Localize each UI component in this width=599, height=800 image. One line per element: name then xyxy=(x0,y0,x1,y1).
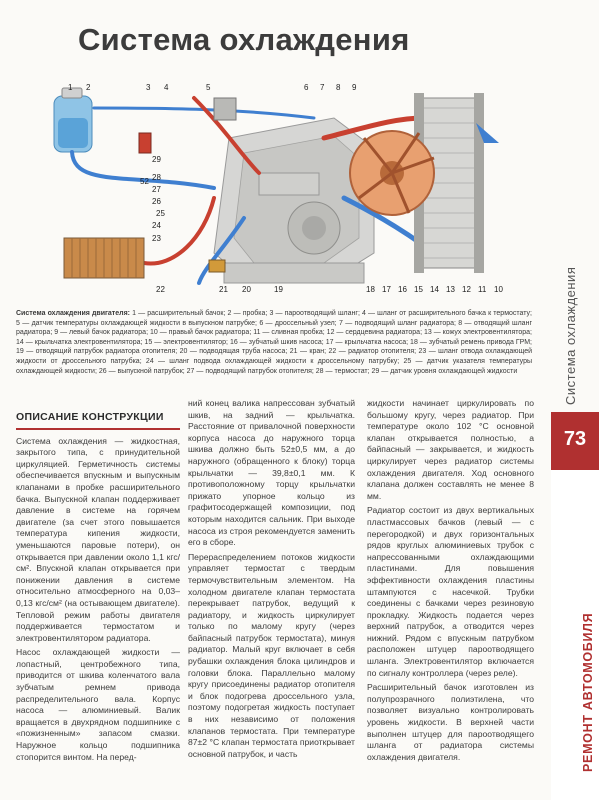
callout-23: 23 xyxy=(152,234,161,243)
callout-25: 25 xyxy=(156,209,165,218)
paragraph: Радиатор состоит из двух вертикальных пластмассовых бачков (левый — с перегородкой) и двух горизонтальных рядов круглых алюминиевых трубок с напрессованными охлаждающими пластинами. Для повышения эффективности охлаждения пластины штампуются с насечкой. Трубки соединены с бачками через резиновую прокладку. Жидкость подается через верхний патрубок, а отводится через нижний. Рядом с впускным патрубком расположен штуцер пароотводящего шланга. Электровентилятор включается по сигналу контроллера (через реле). xyxy=(367,505,534,678)
paragraph: ний конец валика напрессован зубчатый шкив, на задний — крыльчатка. Расстояние от привалочной поверхности корпуса насоса до наружного торца шкива должно быть 52±0,5 мм, а до наружного (обращенного к блоку) торца крыльчатки — 39,8±0,1 мм. К противоположному торцу крыльчатки прижато упорное кольцо из графитосодержащей композиции, под которым находится сальник. При выходе насоса из строя рекомендуется заменить его в сборе. xyxy=(188,398,355,548)
callout-52: 52 xyxy=(140,177,149,186)
callout-14: 14 xyxy=(430,285,439,294)
section-tab-label: РЕМОНТ АВТОМОБИЛЯ xyxy=(581,612,595,772)
callout-10: 10 xyxy=(494,285,503,294)
paragraph: Насос охлаждающей жидкости — лопастный, центробежного типа, приводится от шкива коленчатого вала зубчатым ремнем привода распределительного вала. Корпус насоса — алюминиевый. Валик вращается в двухрядном подшипнике с «пожизненным» запасом смазки. Наружное кольцо подшипника стопорится винтом. На перед- xyxy=(16,647,180,762)
section-rule xyxy=(16,428,180,430)
callout-26: 26 xyxy=(152,197,161,206)
section-tab xyxy=(551,470,599,800)
caption-lead: Система охлаждения двигателя: xyxy=(16,310,130,317)
callout-6: 6 xyxy=(304,83,309,92)
callout-17: 17 xyxy=(382,285,391,294)
caption-text: 1 — расширительный бачок; 2 — пробка; 3 — пароотводящий шланг; 4 — шланг от расширительного бачка к термостату; 5 — датчик температуры охлаждающей жидкости в выпускном патрубке; 6 — дроссельный узел; 7 — подводящий шланг радиатора; 8 — отводящий шланг радиатора; 9 — левый бачок радиатора; 10 — правый бачок радиатора; 11 — сливная пробка; 12 — сердцевина радиатора; 13 — кожух электровентилятора; 14 — крыльчатка электровентилятора; 15 — электровентилятор; 16 — зубчатый шкив насоса; 17 — крыльчатка насоса; 18 — зубчатый ремень привода ГРМ; 19 — отводящий патрубок радиатора отопителя; 20 — подводящая труба насоса; 21 — кран; 22 — радиатор отопителя; 23 — шланг отвода охлаждающей жидкости от дроссельного патрубка; 24 — шланг подвода охлаждающей жидкости к дроссельному патрубку; 25 — датчик указателя температуры охлаждающей жидкости; 26 — выпускной патрубок; 27 — подводящий патрубок отопителя; 28 — термостат; 29 — датчик уровня охлаждающей жидкости xyxy=(16,310,533,375)
text-column-1 xyxy=(16,412,180,763)
callout-11: 11 xyxy=(478,285,487,294)
paragraph: Перераспределением потоков жидкости управляет термостат с твердым термочувствительным элементом. На холодном двигателе клапан термостата перекрывает патрубок, ведущий к радиатору, и жидкость циркулирует только по малому кругу (через байпасный патрубок термостата), минуя радиатор. Малый круг включает в себя рубашки охлаждения блока цилиндров и головки блока. Параллельно малому кругу присоединены радиатор отопителя и блок подогрева дроссельного узла, поэтому подогретая жидкость поступает в них независимо от положения клапанов термостата. При температуре 87±2 °С клапан термостата приоткрывает основной патрубок, и часть xyxy=(188,551,355,759)
expansion-tank xyxy=(54,88,92,152)
callout-13: 13 xyxy=(446,285,455,294)
callout-3: 3 xyxy=(146,83,151,92)
callout-15: 15 xyxy=(414,285,423,294)
paragraph: Расширительный бачок изготовлен из полупрозрачного полиэтилена, что позволяет визуально контролировать уровень жидкости. В верхней части выполнен штуцер для пароотводящего шланга от радиатора системы охлаждения двигателя. xyxy=(367,682,534,762)
page-title: Система охлаждения xyxy=(78,22,410,57)
callout-29: 29 xyxy=(152,155,161,164)
callout-19: 19 xyxy=(274,285,283,294)
heater-tap xyxy=(209,260,225,272)
callout-24: 24 xyxy=(152,221,161,230)
throttle-body xyxy=(214,98,236,120)
callout-12: 12 xyxy=(462,285,471,294)
callout-21: 21 xyxy=(219,285,228,294)
callout-9: 9 xyxy=(352,83,357,92)
callout-18: 18 xyxy=(366,285,375,294)
text-column-3 xyxy=(367,398,534,763)
cooling-system-diagram xyxy=(14,78,534,296)
callout-7: 7 xyxy=(320,83,325,92)
text-column-2 xyxy=(188,398,355,760)
figure-caption xyxy=(16,309,532,376)
running-header xyxy=(563,235,585,405)
heater-radiator xyxy=(64,238,144,278)
callout-28: 28 xyxy=(152,173,161,182)
paragraph: Система охлаждения — жидкостная, закрытого типа, с принудительной циркуляцией. Герметичность системы обеспечивается впускным и выпускным клапанами в пробке расширительного бачка. Выпускной клапан поддерживает давление в системе на горячем двигателе (за счет этого повышается температура кипения жидкости, уменьшаются паровые потери), он открывается при давлении около 1,1 кгс/см². Впускной клапан открывается при понижении давления в системе относительно атмосферного на 0,03–0,13 кгс/см² (на остывающем двигателе). Тепловой режим работы двигателя поддерживается термостатом и электровентилятором радиатора. xyxy=(16,435,180,643)
running-header-text: Система охлаждения xyxy=(563,266,578,405)
callout-16: 16 xyxy=(398,285,407,294)
callout-4: 4 xyxy=(164,83,169,92)
page-number-box xyxy=(551,412,599,470)
page-number: 73 xyxy=(563,428,587,450)
callout-1: 1 xyxy=(68,83,73,92)
callout-20: 20 xyxy=(242,285,251,294)
callout-22: 22 xyxy=(156,285,165,294)
paragraph: жидкости начинает циркулировать по большому кругу, через радиатор. При температуре около 102 °С основной клапан открывается полностью, а байпасный — закрывается, и жидкость циркулирует через радиатор системы охлаждения двигателя. Ход основного клапана должен составлять не менее 8 мм. xyxy=(367,398,534,501)
callout-8: 8 xyxy=(336,83,341,92)
callout-27: 27 xyxy=(152,185,161,194)
section-heading: ОПИСАНИЕ КОНСТРУКЦИИ xyxy=(16,411,164,423)
callout-5: 5 xyxy=(206,83,211,92)
thermostat xyxy=(139,133,151,153)
callout-2: 2 xyxy=(86,83,91,92)
